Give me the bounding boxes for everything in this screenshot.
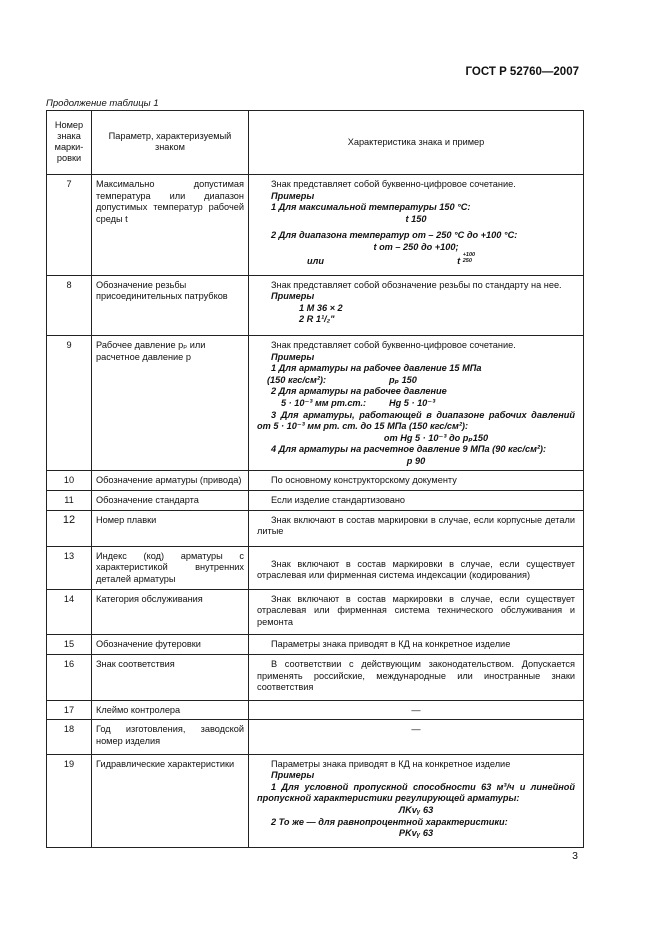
row-parameter: Индекс (код) арматуры с характеристикой внутренних деталей арматуры (92, 546, 249, 589)
example-text: 1 Для условной пропускной способности 63 м³/ч и линейной пропускной характеристики регулирующей арматуры: (257, 781, 575, 804)
row-parameter: Категория обслуживания (92, 589, 249, 635)
row-description: Знак включают в состав маркировки в случае, если существует отраслевая или фирменная система технического обслуживания и ремонта (249, 589, 584, 635)
example-or: или (307, 255, 324, 266)
row-parameter: Рабочее давление pₚ или расчетное давление p (92, 335, 249, 471)
example-alternative: или t +100 250 (307, 251, 476, 266)
table-row (47, 700, 584, 720)
row-parameter: Гидравлические характеристики (92, 754, 249, 847)
row-number: 18 (47, 720, 92, 754)
examples-title: Примеры (271, 351, 315, 362)
example-text: 2 То же — для равнопроцентной характеристики: (271, 816, 508, 827)
row-number: 11 (47, 491, 92, 511)
table-header-row (47, 111, 584, 175)
example-text: 2 R 1¹/₂" (299, 314, 335, 325)
row-parameter: Обозначение стандарта (92, 491, 249, 511)
example-value: PKvᵧ 63 (398, 828, 434, 839)
row-number: 17 (47, 700, 92, 720)
table-row (47, 655, 584, 701)
row-characteristic (249, 175, 584, 276)
row-description: — (249, 720, 584, 754)
row-number: 19 (47, 754, 92, 847)
table-row (47, 471, 584, 491)
example-text: 1 Для арматуры на рабочее давление 15 МПа (271, 363, 482, 374)
table-row (47, 335, 584, 471)
row-number: 9 (47, 335, 92, 471)
examples-title: Примеры (271, 291, 315, 302)
examples-title: Примеры (271, 190, 315, 201)
row-description: Если изделие стандартизовано (249, 491, 584, 511)
row-description: По основному конструкторскому документу (249, 471, 584, 491)
row-description: В соответствии с действующим законодательством. Допускается применять российские, международные или иностранные знаки соответствия (249, 655, 584, 701)
row-number: 7 (47, 175, 92, 276)
row-description: Знак представляет собой буквенно-цифровое сочетание. (271, 179, 516, 189)
table-row (47, 175, 584, 276)
example-text: 2 Для арматуры на рабочее давление (271, 386, 447, 397)
example-text: 1 Для максимальной температуры 150 °С: (271, 202, 471, 213)
row-characteristic (249, 754, 584, 847)
marking-table (46, 110, 584, 848)
column-header-number: Номер знака марки-ровки (47, 111, 92, 175)
example-value: t от – 250 до +100; (373, 241, 459, 252)
page-number: 3 (572, 850, 578, 862)
table-row (47, 510, 584, 546)
example-line: (150 кгс/см²): pₚ 150 (267, 374, 417, 385)
example-text: 4 Для арматуры на расчетное давление 9 МПа (90 кгс/см²): (271, 444, 547, 455)
row-number: 12 (47, 510, 92, 546)
row-description: Параметры знака приводят в КД на конкретное изделие (271, 758, 511, 769)
row-parameter: Обозначение арматуры (привода) (92, 471, 249, 491)
table-row (47, 754, 584, 847)
row-number: 8 (47, 275, 92, 335)
row-description: Знак включают в состав маркировки в случае, если корпусные детали литые (249, 510, 584, 546)
examples-title: Примеры (271, 770, 315, 781)
row-number: 10 (47, 471, 92, 491)
example-value: t 150 (405, 213, 427, 224)
row-characteristic (249, 275, 584, 335)
table-row (47, 589, 584, 635)
row-description: Параметры знака приводят в КД на конкретное изделие (249, 635, 584, 655)
column-header-characteristic: Характеристика знака и пример (249, 111, 584, 175)
table-row (47, 546, 584, 589)
row-parameter: Обозначение футеровки (92, 635, 249, 655)
table-row (47, 491, 584, 511)
row-characteristic (249, 335, 584, 471)
row-parameter: Клеймо контролера (92, 700, 249, 720)
column-header-parameter: Параметр, характеризуемый знаком (92, 111, 249, 175)
row-number: 13 (47, 546, 92, 589)
table-row (47, 275, 584, 335)
row-parameter: Год изготовления, заводской номер изделия (92, 720, 249, 754)
row-number: 16 (47, 655, 92, 701)
example-line: 5 · 10⁻³ мм рт.ст.: Hg 5 · 10⁻³ (281, 397, 436, 408)
example-value: ЛKvᵧ 63 (398, 804, 434, 815)
row-description: Знак включают в состав маркировки в случае, если существует отраслевая или фирменная система индексации (кодирования) (249, 546, 584, 589)
row-description: — (249, 700, 584, 720)
row-parameter: Номер плавки (92, 510, 249, 546)
row-parameter: Знак соответствия (92, 655, 249, 701)
row-description: Знак представляет собой буквенно-цифровое сочетание. (271, 339, 516, 350)
row-parameter: Максимально допустимая температура или диапазон допустимых температур рабочей среды t (92, 175, 249, 276)
example-value: от Hg 5 · 10⁻³ до pₚ150 (383, 432, 489, 443)
row-description: Знак представляет собой обозначение резьбы по стандарту на нее. (271, 279, 562, 290)
example-text: 1 М 36 × 2 (299, 302, 343, 313)
table-row (47, 635, 584, 655)
example-text: 3 Для арматуры, работающей в диапазоне рабочих давлений от 5 · 10⁻³ мм рт. ст. до 15 МПа (150 кгс/см²): (257, 409, 575, 432)
row-number: 15 (47, 635, 92, 655)
example-text: 2 Для диапазона температур от – 250 °С до +100 °С: (271, 230, 518, 241)
row-parameter: Обозначение резьбы присоединительных патрубков (92, 275, 249, 335)
table-continuation-label: Продолжение таблицы 1 (46, 98, 159, 109)
row-number: 14 (47, 589, 92, 635)
document-code: ГОСТ Р 52760—2007 (465, 66, 579, 78)
table-row (47, 720, 584, 754)
example-value: p 90 (406, 455, 426, 466)
example-alt-value: t (457, 255, 461, 266)
